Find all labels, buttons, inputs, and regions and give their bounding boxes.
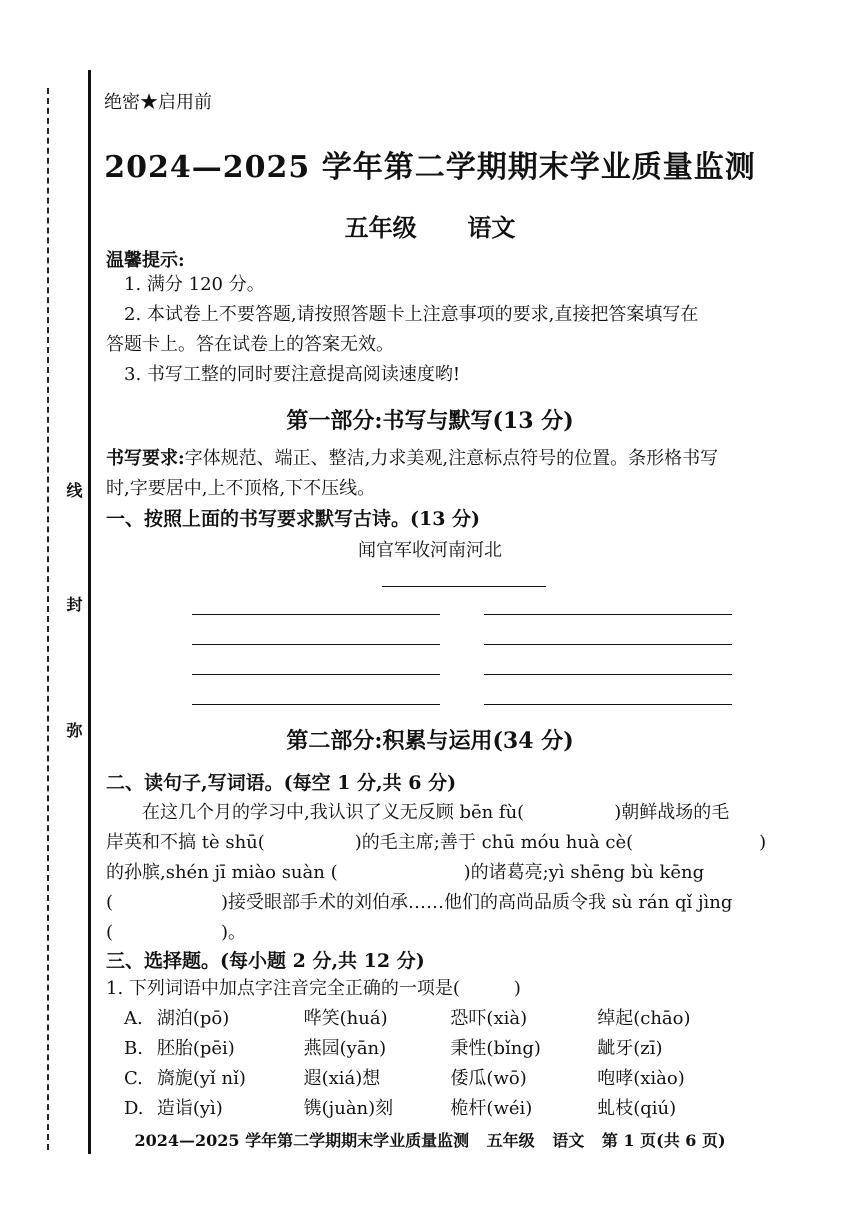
exam-title: 2024—2025 学年第二学期期末学业质量监测 [104,150,756,185]
poem-line[interactable] [484,674,732,675]
option-word: 哗笑(huá) [303,1008,388,1029]
tips-heading: 温馨提示: [106,250,185,271]
footer-page-number: 第 1 页(共 6 页) [601,1131,726,1150]
option-row-c [124,1064,744,1094]
q2-line-5: ( )。 [106,922,247,943]
tip-item-1: 1. 满分 120 分。 [124,274,265,295]
side-label-xian: 线 [64,482,83,498]
option-word: 胚胎(pēi) [156,1038,235,1059]
question2-heading: 二、读句子,写词语。(每空 1 分,共 6 分) [106,772,457,794]
side-label-mi: 弥 [64,722,83,738]
confidential-mark: 绝密★启用前 [104,92,212,113]
writing-requirement-line1 [106,444,822,474]
option-word: 旖旎(yǐ nǐ) [156,1068,246,1089]
option-label: A. [124,1008,143,1029]
q2-line-3: 的孙膑,shén jī miào suàn ( )的诸葛亮;yì shēng bù kēng [106,862,705,883]
option-word: 咆哮(xiào) [597,1068,685,1089]
option-word: 造诣(yì) [156,1098,223,1119]
page-footer [0,1128,860,1151]
tip-item-3: 3. 书写工整的同时要注意提高阅读速度哟! [124,364,461,385]
writing-requirement-label: 书写要求: [106,448,185,469]
writing-requirement-text: 字体规范、端正、整洁,力求美观,注意标点符号的位置。条形格书写 [184,448,719,469]
option-word: 遐(xiá)想 [303,1068,381,1089]
poem-title: 闻官军收河南河北 [358,540,502,561]
q2-line-4: ( )接受眼部手术的刘伯承……他们的高尚品质令我 sù rán qǐ jìng [106,892,733,913]
q2-line-1: 在这几个月的学习中,我认识了义无反顾 bēn fù( )朝鲜战场的毛 [142,802,730,823]
poem-line[interactable] [192,614,440,615]
poem-line[interactable] [484,644,732,645]
option-word: 绰起(chāo) [597,1008,691,1029]
option-label: D. [124,1098,144,1119]
option-row-a [124,1004,744,1034]
footer-exam: 2024—2025 学年第二学期期末学业质量监测 [134,1131,470,1150]
option-word: 恐吓(xià) [450,1008,528,1029]
option-word: 龇牙(zī) [597,1038,663,1059]
side-label-feng: 封 [64,596,83,612]
tip-item-2a: 2. 本试卷上不要答题,请按照答题卡上注意事项的要求,直接把答案填写在 [124,304,699,325]
grade-label: 五年级 [344,213,417,242]
part2-heading: 第二部分:积累与运用(34 分) [286,728,574,754]
option-word: 湖泊(pō) [156,1008,230,1029]
option-label: B. [124,1038,143,1059]
option-word: 倭瓜(wō) [450,1068,527,1089]
footer-grade: 五年级 [486,1131,535,1150]
option-row-b [124,1034,744,1064]
option-word: 燕园(yān) [303,1038,387,1059]
question3-1-stem: 1. 下列词语中加点字注音完全正确的一项是( ) [106,978,521,999]
part1-heading: 第一部分:书写与默写(13 分) [286,408,574,434]
poem-line[interactable] [484,704,732,705]
q2-line-2: 岸英和不搞 tè shū( )的毛主席;善于 chū móu huà cè( ) [106,832,767,853]
option-word: 虬枝(qiú) [597,1098,677,1119]
option-row-d [124,1094,744,1124]
footer-subject: 语文 [552,1131,585,1150]
binding-dashed-line [47,88,49,1150]
writing-requirement-line2: 时,字要居中,上不顶格,下不压线。 [106,478,376,499]
question1-heading: 一、按照上面的书写要求默写古诗。(13 分) [106,508,481,530]
option-label: C. [124,1068,143,1089]
option-word: 秉性(bǐng) [450,1038,541,1059]
exam-subtitle [0,208,860,243]
poem-line[interactable] [192,674,440,675]
author-line[interactable] [382,586,546,587]
subject-label: 语文 [467,213,516,242]
tip-item-2b: 答题卡上。答在试卷上的答案无效。 [106,334,394,355]
poem-line[interactable] [192,704,440,705]
poem-line[interactable] [484,614,732,615]
option-word: 桅杆(wéi) [450,1098,533,1119]
question3-heading: 三、选择题。(每小题 2 分,共 12 分) [106,950,425,972]
poem-line[interactable] [192,644,440,645]
option-word: 镌(juàn)刻 [303,1098,394,1119]
